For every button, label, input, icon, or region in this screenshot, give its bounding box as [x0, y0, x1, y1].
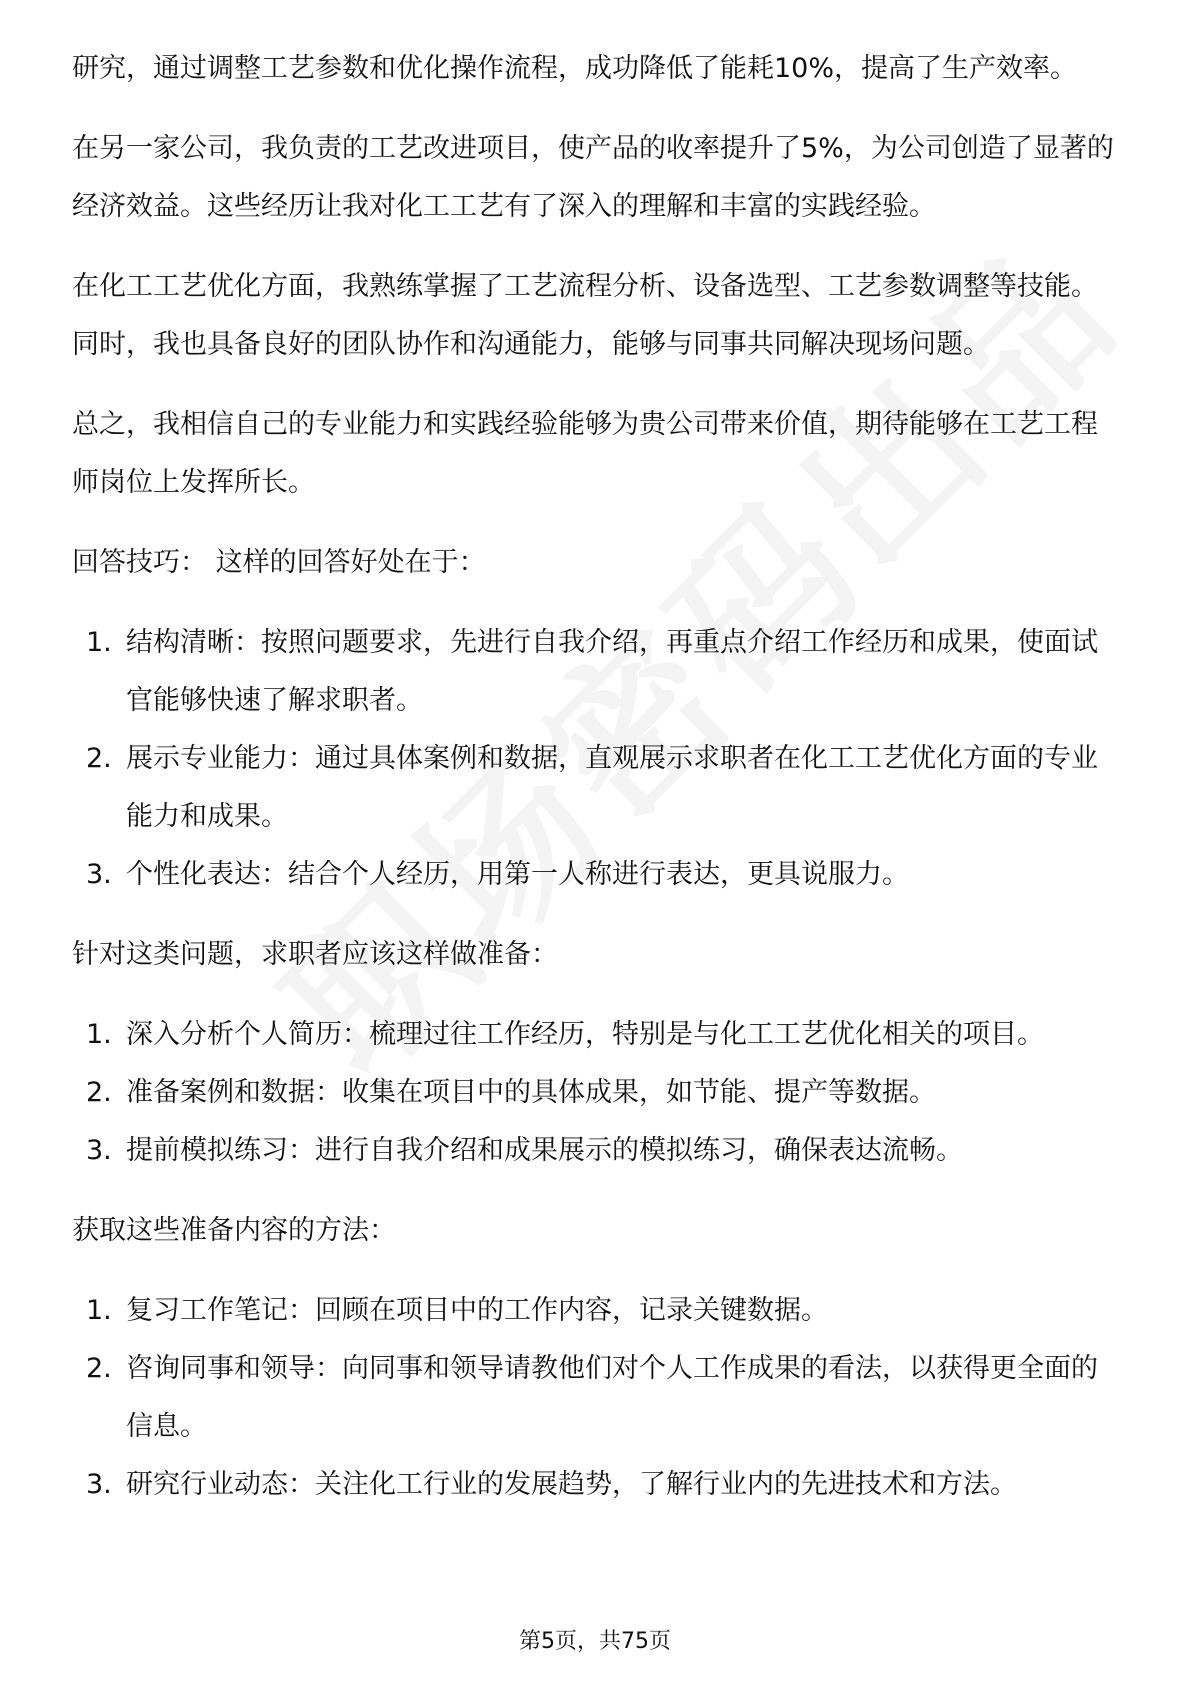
paragraph: 在另一家公司，我负责的工艺改进项目，使产品的收率提升了5%，为公司创造了显著的经济效益。这些经历让我对化工工艺有了深入的理解和丰富的实践经验。 — [72, 133, 1114, 222]
list-number: 3. — [86, 1135, 112, 1166]
list-item — [72, 1122, 1118, 1180]
list-item-text: 提前模拟练习：进行自我介绍和成果展示的模拟练习，确保表达流畅。 — [126, 1135, 963, 1166]
paragraph: 在化工工艺优化方面，我熟练掌握了工艺流程分析、设备选型、工艺参数调整等技能。同时，我也具备良好的团队协作和沟通能力，能够与同事共同解决现场问题。 — [72, 271, 1098, 360]
list-item-text: 深入分析个人简历：梳理过往工作经历，特别是与化工工艺优化相关的项目。 — [126, 1019, 1044, 1050]
list-item-text: 展示专业能力：通过具体案例和数据，直观展示求职者在化工工艺优化方面的专业能力和成果。 — [126, 743, 1098, 832]
methods-list — [72, 1282, 1118, 1514]
prep-heading: 针对这类问题，求职者应该这样做准备： — [72, 939, 558, 970]
list-item — [72, 846, 1118, 904]
list-number: 1. — [86, 627, 112, 658]
list-number: 1. — [86, 1019, 112, 1050]
list-number: 1. — [86, 1295, 112, 1326]
list-number: 2. — [86, 743, 112, 774]
list-item-text: 结构清晰：按照问题要求，先进行自我介绍，再重点介绍工作经历和成果，使面试官能够快速了解求职者。 — [126, 627, 1098, 716]
list-item — [72, 730, 1118, 846]
document-body — [72, 40, 1118, 1536]
list-item-text: 复习工作笔记：回顾在项目中的工作内容，记录关键数据。 — [126, 1295, 828, 1326]
list-item — [72, 1340, 1118, 1456]
tips-heading: 回答技巧： 这样的回答好处在于： — [72, 547, 486, 578]
list-item — [72, 1006, 1118, 1064]
list-item — [72, 1064, 1118, 1122]
list-number: 2. — [86, 1353, 112, 1384]
list-number: 3. — [86, 1469, 112, 1500]
paragraph: 总之，我相信自己的专业能力和实践经验能够为贵公司带来价值，期待能够在工艺工程师岗位上发挥所长。 — [72, 409, 1098, 498]
methods-heading: 获取这些准备内容的方法： — [72, 1215, 396, 1246]
list-item-text: 咨询同事和领导：向同事和领导请教他们对个人工作成果的看法，以获得更全面的信息。 — [126, 1353, 1098, 1442]
prep-list — [72, 1006, 1118, 1180]
list-item-text: 个性化表达：结合个人经历，用第一人称进行表达，更具说服力。 — [126, 859, 909, 890]
list-item-text: 研究行业动态：关注化工行业的发展趋势，了解行业内的先进技术和方法。 — [126, 1469, 1017, 1500]
list-number: 3. — [86, 859, 112, 890]
paragraph: 研究，通过调整工艺参数和优化操作流程，成功降低了能耗10%，提高了生产效率。 — [72, 53, 1078, 84]
list-item-text: 准备案例和数据：收集在项目中的具体成果，如节能、提产等数据。 — [126, 1077, 936, 1108]
page-footer: 第5页，共75页 — [519, 1629, 671, 1654]
list-item — [72, 1456, 1118, 1514]
list-item — [72, 1282, 1118, 1340]
list-item — [72, 614, 1118, 730]
list-number: 2. — [86, 1077, 112, 1108]
tips-list — [72, 614, 1118, 904]
